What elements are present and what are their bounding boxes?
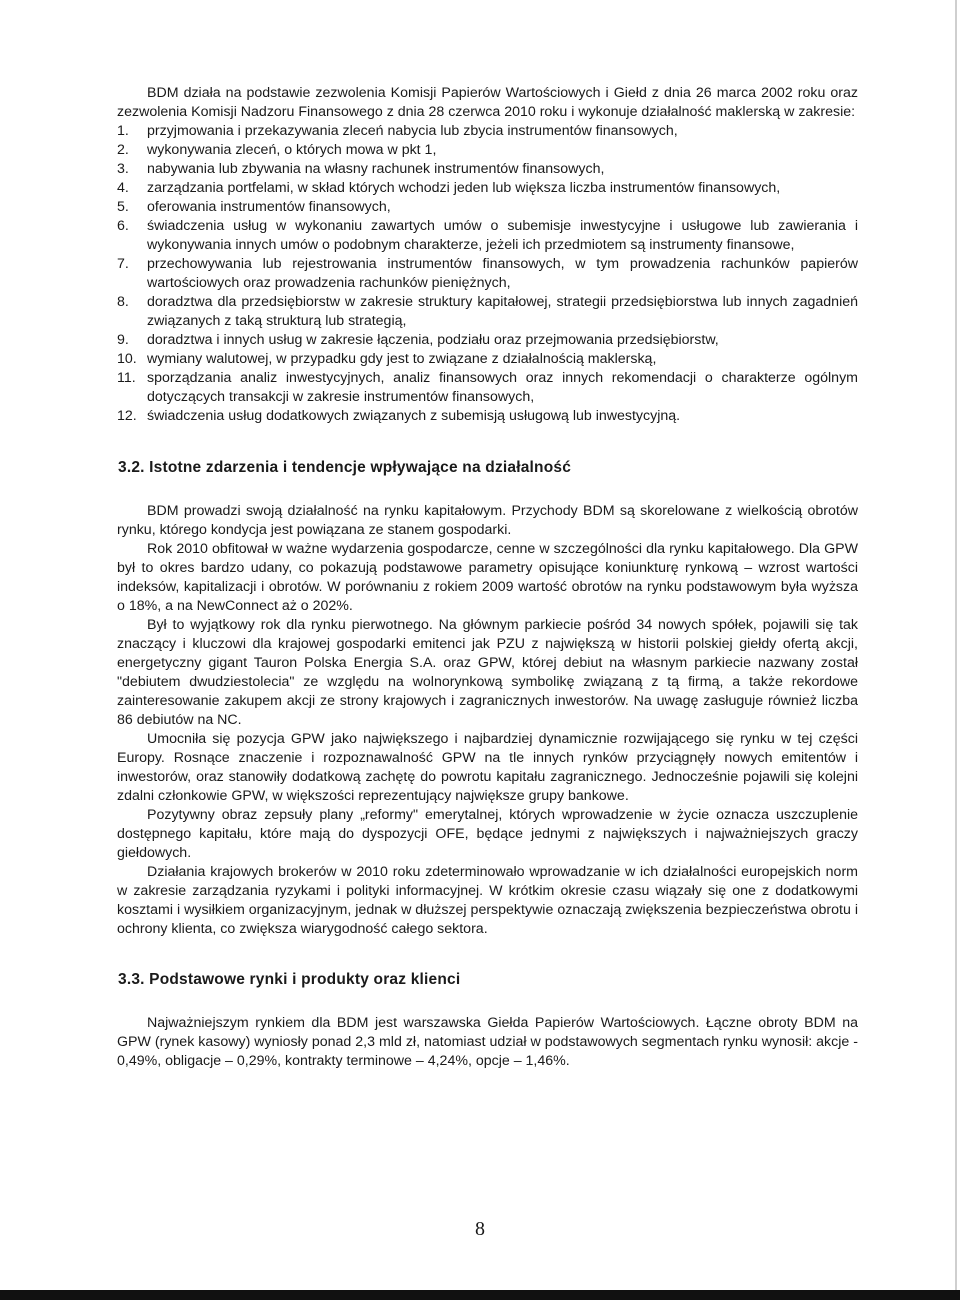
paragraph: Działania krajowych brokerów w 2010 roku zdeterminowało wprowadzanie w ich działalności europejskich norm w zakresie zarządzania ryzykami i polityki informacyjnej. W krótkim okresie czasu wiązały się one z dodatkowymi kosztami i wysiłkiem organizacyjnym, jednak w dłuższej perspektywie oznaczają zwiększenia bezpieczeństwa obrotu i ochrony klienta, co zwiększa wiarygodność całego sektora.	[117, 864, 858, 937]
list-item	[117, 141, 858, 160]
list-item-number: 6.	[117, 218, 129, 234]
paragraph: Był to wyjątkowy rok dla rynku pierwotnego. Na głównym parkiecie pośród 34 nowych spółek, pojawili się tak znaczący i kluczowi dla krajowej gospodarki emitenci jak PZU z największą w historii polskiej giełdy ofertą akcji, energetyczny gigant Tauron Polska Energia S.A. oraz GPW, której debiut na własnym parkiecie nazwany został "debiutem dwudziestolecia" ze względu na wolnorynkową symbolikę związaną z tą firmą, a także rekordowe zainteresowanie zakupem akcji ze strony krajowych i zagranicznych inwestorów. Na uwagę zasługuje również liczba 86 debiutów na NC.	[117, 617, 858, 728]
list-item-text: świadczenia usług w wykonaniu zawartych umów o subemisje inwestycyjne i usługowe lub zawierania i wykonywania innych umów o podobnym charakterze, jeżeli ich przedmiotem są instrumenty finansowe,	[147, 218, 858, 253]
section-heading-3-3: 3.3. Podstawowe rynki i produkty oraz klienci	[118, 971, 461, 988]
list-item-text: wykonywania zleceń, o których mowa w pkt 1,	[147, 142, 437, 158]
list-item-text: doradztwa dla przedsiębiorstw w zakresie struktury kapitałowej, strategii przedsiębiorstwa lub innych zagadnień związanych z taką strukturą lub strategią,	[147, 294, 858, 329]
list-item-text: przyjmowania i przekazywania zleceń nabycia lub zbycia instrumentów finansowych,	[147, 123, 678, 139]
list-item-number: 4.	[117, 180, 129, 196]
paragraph: BDM prowadzi swoją działalność na rynku kapitałowym. Przychody BDM są skorelowane z wielkością obrotów rynku, którego kondycja jest powiązana ze stanem gospodarki.	[117, 503, 858, 538]
paragraph: Rok 2010 obfitował w ważne wydarzenia gospodarcze, cenne w szczególności dla rynku kapitałowego. Dla GPW był to okres bardzo udany, co pokazują podstawowe parametry opisujące koniunkturę rynkową – wzrost wartości indeksów, kapitalizacji i obrotów. W porównaniu z rokiem 2009 wartość obrotów na rynku podstawowym była wyższa o 18%, a na NewConnect aż o 202%.	[117, 541, 858, 614]
list-item-text: wymiany walutowej, w przypadku gdy jest to związane z działalnością maklerską,	[147, 351, 657, 367]
list-item	[117, 179, 858, 198]
list-item	[117, 407, 858, 426]
paragraph: Pozytywny obraz zepsuły plany „reformy" emerytalnej, których wprowadzenie w życie oznacza uszczuplenie dostępnego kapitału, które mają do dyspozycji OFE, będące jednymi z największych i najważniejszych graczy giełdowych.	[117, 807, 858, 861]
list-item-text: sporządzania analiz inwestycyjnych, analiz finansowych oraz innych rekomendacji o charakterze ogólnym dotyczących transakcji w zakresie instrumentów finansowych,	[147, 370, 858, 405]
page-number: 8	[475, 1218, 485, 1240]
list-item	[117, 160, 858, 179]
list-item	[117, 122, 858, 141]
list-item-number: 12.	[117, 408, 137, 424]
list-item-number: 8.	[117, 294, 129, 310]
intro-paragraph: BDM działa na podstawie zezwolenia Komisji Papierów Wartościowych i Giełd z dnia 26 marca 2002 roku oraz zezwolenia Komisji Nadzoru Finansowego z dnia 28 czerwca 2010 roku i wykonuje działalność maklerską w zakresie:	[117, 85, 858, 120]
paragraph: Umocniła się pozycja GPW jako największego i najbardziej dynamicznie rozwijającego się rynku w tej części Europy. Rosnące znaczenie i rozpoznawalność GPW na tle innych rynków przyciągnęły nowych emitentów i inwestorów, oraz stanowiły dodatkową zachętę do powrotu kapitału zagranicznego. Jednocześnie pojawili się kolejni zdalni członkowie GPW, w większości reprezentujący największe grupy bankowe.	[117, 731, 858, 804]
list-item-number: 11.	[117, 370, 136, 386]
list-item-text: nabywania lub zbywania na własny rachunek instrumentów finansowych,	[147, 161, 605, 177]
list-item	[117, 331, 858, 350]
list-item	[117, 350, 858, 369]
list-item-number: 3.	[117, 161, 129, 177]
paragraph: Najważniejszym rynkiem dla BDM jest warszawska Giełda Papierów Wartościowych. Łączne obroty BDM na GPW (rynek kasowy) wyniosły ponad 2,3 mld zł, natomiast udział w podstawowych segmentach rynku wynosił: akcje - 0,49%, obligacje – 0,29%, kontrakty terminowe – 4,24%, opcje – 1,46%.	[117, 1015, 858, 1069]
list-item-text: przechowywania lub rejestrowania instrumentów finansowych, w tym prowadzenia rachunków papierów wartościowych oraz prowadzenia rachunków pieniężnych,	[147, 256, 858, 291]
list-item	[117, 255, 858, 293]
list-item	[117, 198, 858, 217]
list-item-number: 1.	[117, 123, 129, 139]
list-item-number: 10.	[117, 351, 137, 367]
list-item	[117, 217, 858, 255]
list-item-text: zarządzania portfelami, w skład których wchodzi jeden lub większa liczba instrumentów finansowych,	[147, 180, 781, 196]
scan-edge-line	[955, 0, 957, 1290]
list-item-number: 2.	[117, 142, 129, 158]
list-item-text: świadczenia usług dodatkowych związanych z subemisją usługową lub inwestycyjną.	[147, 408, 681, 424]
list-item	[117, 293, 858, 331]
activities-list	[117, 122, 858, 426]
section-heading-3-2: 3.2. Istotne zdarzenia i tendencje wpływające na działalność	[118, 459, 572, 476]
list-item	[117, 369, 858, 407]
list-item-text: oferowania instrumentów finansowych,	[147, 199, 391, 215]
list-item-text: doradztwa i innych usług w zakresie łączenia, podziału oraz przejmowania przedsiębiorstw,	[147, 332, 719, 348]
scan-bottom-edge	[0, 1290, 960, 1300]
list-item-number: 9.	[117, 332, 129, 348]
list-item-number: 5.	[117, 199, 129, 215]
list-item-number: 7.	[117, 256, 129, 272]
document-page	[117, 84, 858, 1071]
